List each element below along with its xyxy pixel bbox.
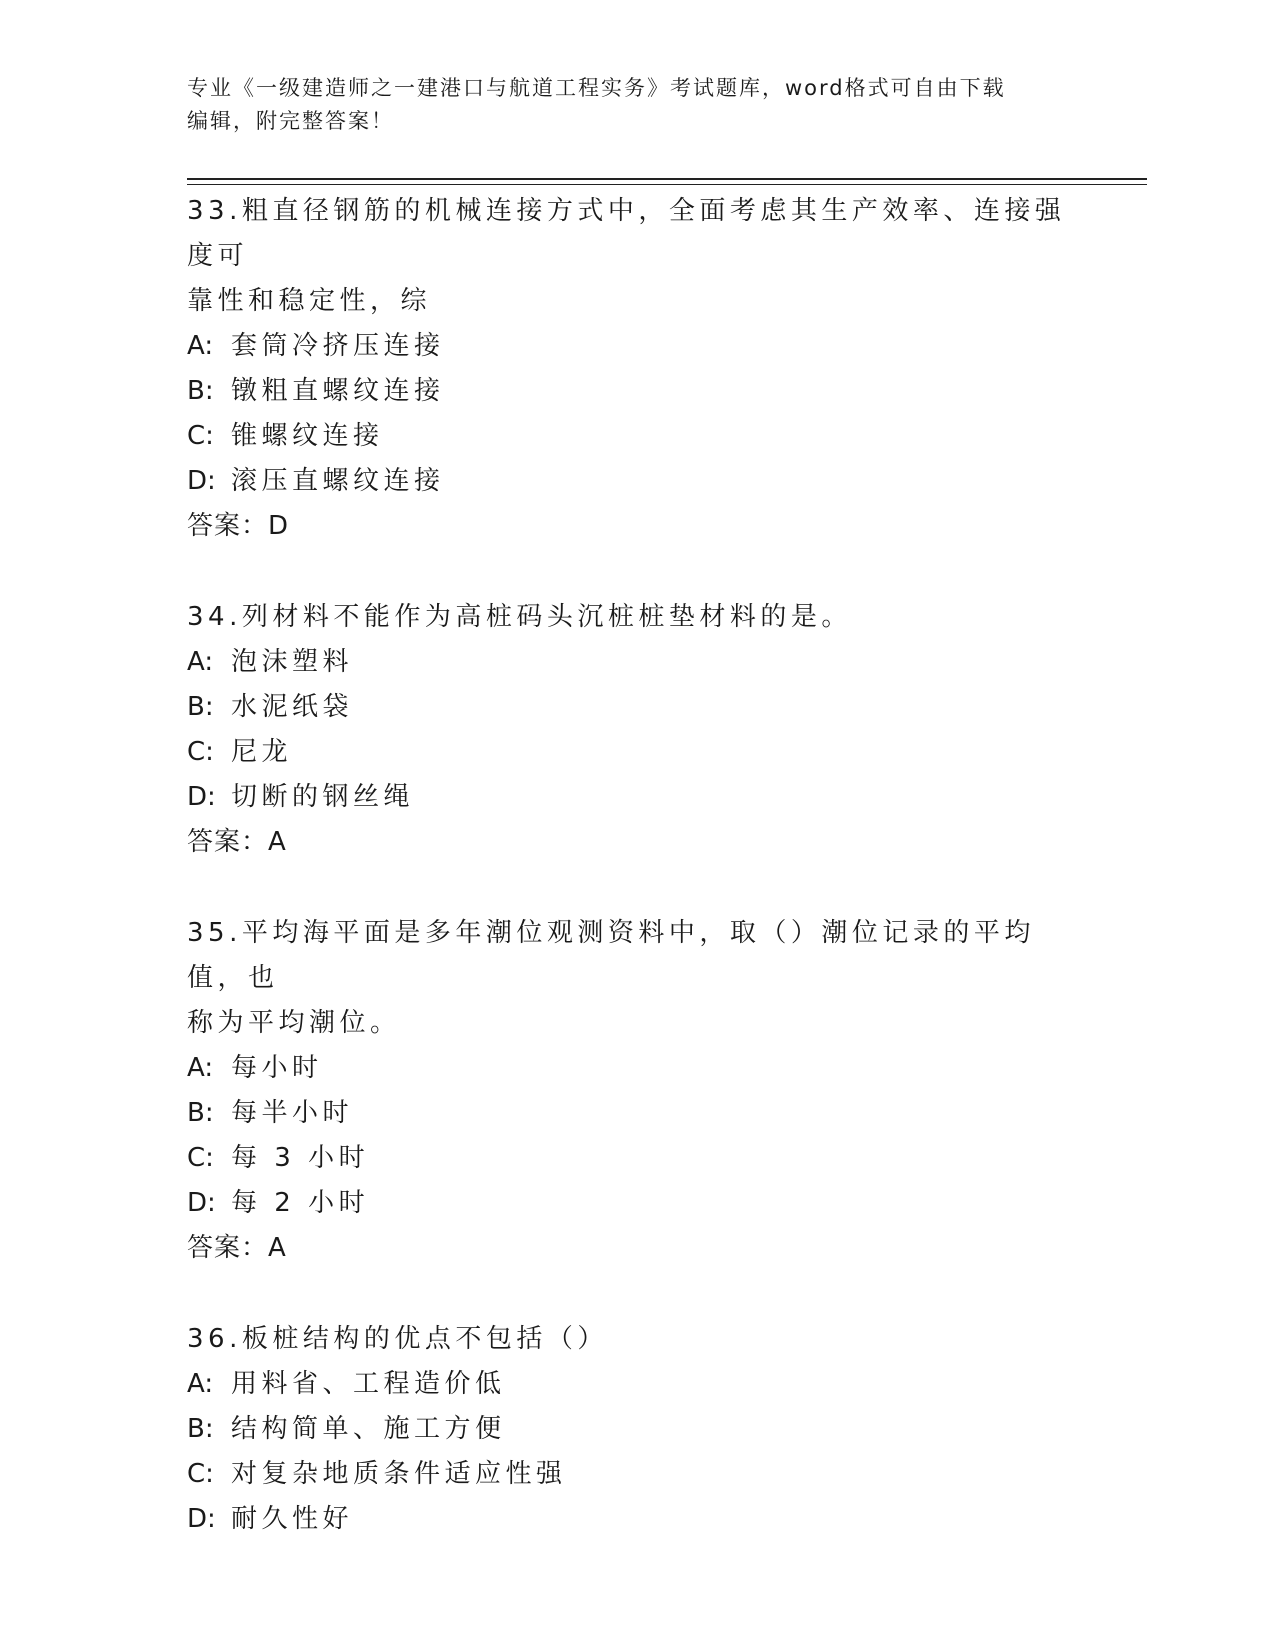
option-key: D: — [187, 782, 216, 812]
option-b — [187, 1091, 1087, 1136]
option-c — [187, 730, 1087, 775]
option-key: B: — [187, 1414, 214, 1444]
option-text: 水泥纸袋 — [231, 692, 354, 722]
option-text: 泡沫塑料 — [231, 647, 354, 677]
option-text: 每 3 小时 — [231, 1143, 370, 1173]
question-stem-line-1: 33.粗直径钢筋的机械连接方式中，全面考虑其生产效率、连接强度可 — [187, 196, 1066, 271]
option-c — [187, 1452, 1087, 1497]
option-key: A: — [187, 1053, 214, 1083]
option-text: 切断的钢丝绳 — [231, 782, 415, 812]
option-key: B: — [187, 376, 214, 406]
option-text: 对复杂地质条件适应性强 — [231, 1459, 567, 1489]
question-stem-line-1: 34.列材料不能作为高桩码头沉桩桩垫材料的是。 — [187, 602, 852, 632]
answer-line: 答案：A — [187, 827, 287, 857]
option-key: C: — [187, 421, 214, 451]
header-line-1: 专业《一级建造师之一建港口与航道工程实务》考试题库，word格式可自由下载 — [187, 76, 1006, 100]
question-list — [187, 189, 1087, 1588]
option-b — [187, 685, 1087, 730]
question-stem-line-1: 35.平均海平面是多年潮位观测资料中，取（）潮位记录的平均值，也 — [187, 918, 1035, 993]
option-text: 结构简单、施工方便 — [231, 1414, 506, 1444]
option-text: 每 2 小时 — [231, 1188, 370, 1218]
option-key: D: — [187, 1504, 216, 1534]
question-34 — [187, 595, 1087, 865]
option-a — [187, 1362, 1087, 1407]
option-text: 套筒冷挤压连接 — [231, 331, 445, 361]
answer-line: 答案：D — [187, 511, 290, 541]
question-36 — [187, 1317, 1087, 1542]
option-key: A: — [187, 331, 214, 361]
option-c — [187, 1136, 1087, 1181]
option-text: 每小时 — [231, 1053, 323, 1083]
option-d — [187, 459, 1087, 504]
option-b — [187, 1407, 1087, 1452]
document-header — [187, 72, 1067, 138]
header-divider-thin — [187, 184, 1147, 185]
option-key: A: — [187, 1369, 214, 1399]
answer-line: 答案：A — [187, 1233, 287, 1263]
option-key: D: — [187, 1188, 216, 1218]
question-35 — [187, 911, 1087, 1271]
option-text: 每半小时 — [231, 1098, 354, 1128]
question-stem-line-2: 称为平均潮位。 — [187, 1008, 401, 1038]
question-stem-line-1: 36.板桩结构的优点不包括（） — [187, 1324, 608, 1354]
question-stem-line-2: 靠性和稳定性，综 — [187, 286, 432, 316]
option-key: A: — [187, 647, 214, 677]
option-text: 滚压直螺纹连接 — [231, 466, 445, 496]
option-d — [187, 1497, 1087, 1542]
option-key: B: — [187, 1098, 214, 1128]
option-key: C: — [187, 1143, 214, 1173]
header-line-2: 编辑，附完整答案！ — [187, 109, 394, 133]
option-d — [187, 1181, 1087, 1226]
option-a — [187, 1046, 1087, 1091]
option-text: 尼龙 — [231, 737, 293, 767]
option-d — [187, 775, 1087, 820]
option-c — [187, 414, 1087, 459]
option-b — [187, 369, 1087, 414]
option-text: 锥螺纹连接 — [231, 421, 384, 451]
option-text: 用料省、工程造价低 — [231, 1369, 506, 1399]
option-key: C: — [187, 737, 214, 767]
option-key: C: — [187, 1459, 214, 1489]
question-33 — [187, 189, 1087, 549]
option-text: 耐久性好 — [231, 1504, 354, 1534]
header-divider-thick — [187, 178, 1147, 180]
option-a — [187, 324, 1087, 369]
option-key: D: — [187, 466, 216, 496]
option-key: B: — [187, 692, 214, 722]
option-text: 镦粗直螺纹连接 — [231, 376, 445, 406]
option-a — [187, 640, 1087, 685]
